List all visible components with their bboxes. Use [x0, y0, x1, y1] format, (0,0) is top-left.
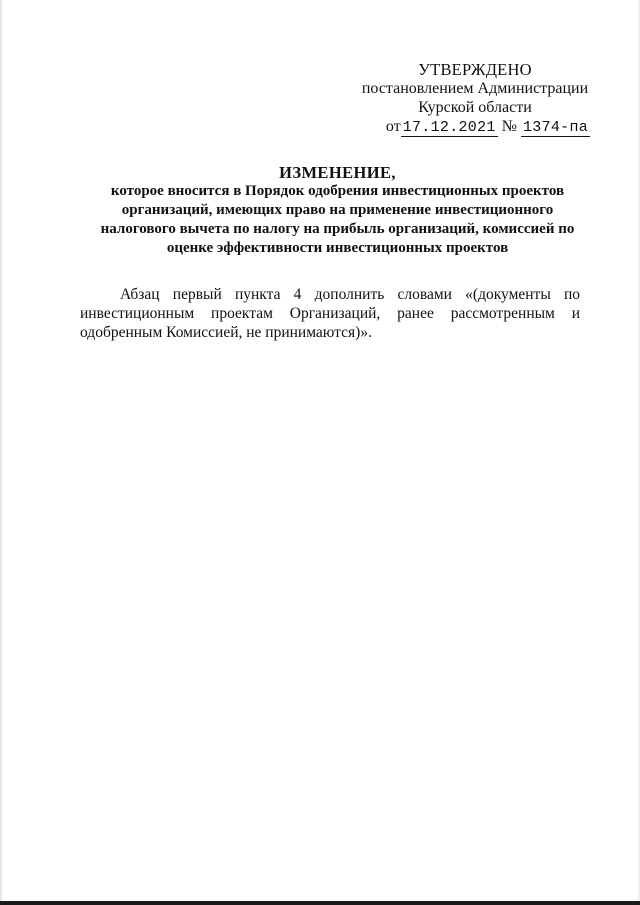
- subtitle-line: оценке эффективности инвестиционных проектов: [166, 240, 509, 256]
- body-line: инвестиционным проектам Организаций, ранее рассмотренным и: [80, 305, 580, 322]
- subtitle-line: которое вносится в Порядок одобрения инвестиционных проектов: [110, 183, 565, 199]
- document-title: ИЗМЕНЕНИЕ,: [279, 163, 396, 182]
- page-left-edge: [0, 0, 2, 905]
- page-bottom-edge: [0, 901, 640, 905]
- document-body-paragraph: [80, 285, 580, 342]
- approval-issuer-line: постановлением Администрации: [361, 80, 589, 97]
- approval-number: 1374-па: [522, 119, 589, 136]
- document-subtitle: [90, 182, 585, 258]
- approval-stamp-block: [355, 60, 595, 137]
- subtitle-line: налогового вычета по налогу на прибыль организаций, комиссией по: [100, 221, 575, 237]
- approval-date: 17.12.2021: [402, 119, 496, 136]
- body-line: одобренным Комиссией, не принимаются)».: [80, 324, 372, 341]
- approval-date-number-line: [355, 117, 595, 137]
- approval-region-line: Курской области: [418, 99, 532, 116]
- date-prefix: от: [385, 118, 401, 135]
- approval-title: УТВЕРЖДЕНО: [418, 60, 532, 79]
- number-prefix: №: [501, 118, 517, 135]
- body-line: Абзац первый пункта 4 дополнить словами «(документы по: [120, 286, 580, 303]
- subtitle-line: организаций, имеющих право на применение инвестиционного: [121, 202, 554, 218]
